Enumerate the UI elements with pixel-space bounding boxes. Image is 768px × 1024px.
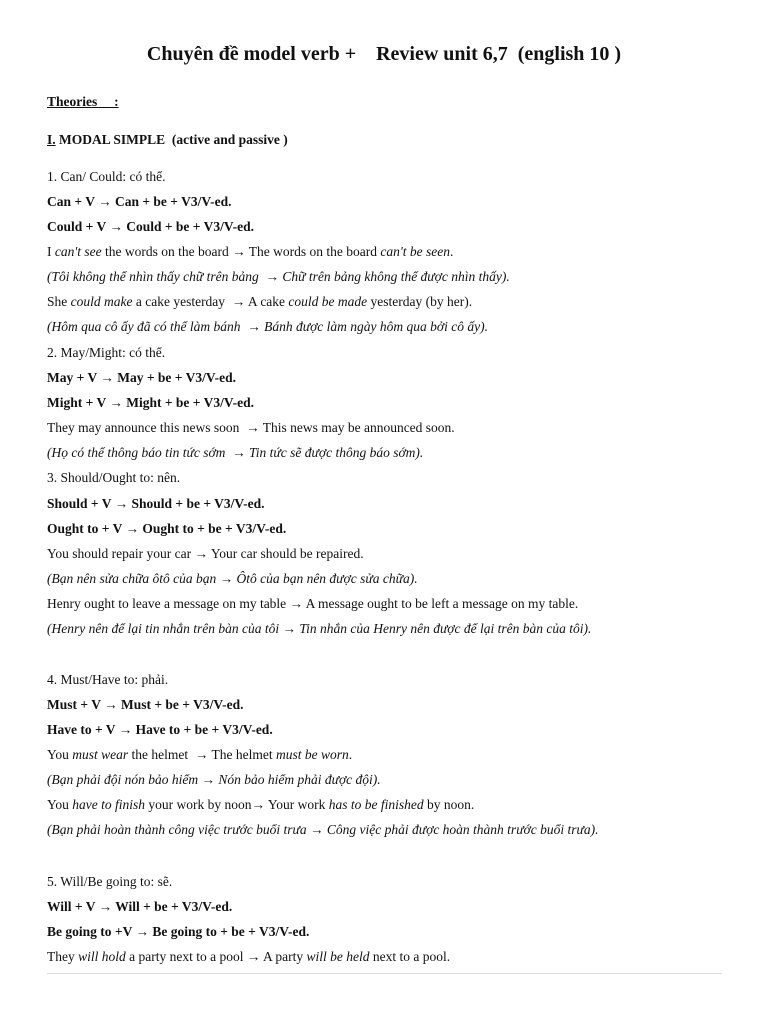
section-heading-modal-simple — [47, 133, 288, 147]
must-heading: 4. Must/Have to: phải. — [47, 672, 169, 687]
can-example — [47, 245, 453, 259]
example-verb: must be worn — [276, 747, 349, 762]
page-divider — [47, 973, 722, 974]
may-formula: May + V → May + be + V3/V-ed. — [47, 370, 236, 385]
example-text: . — [348, 747, 353, 762]
example-verb: has to be finished — [328, 797, 424, 812]
example-text: your work by noon→ Your work — [145, 797, 329, 812]
have-to-translation: (Bạn phải hoàn thành công việc trước buổi trưa → Công việc phải được hoàn thành trước buổi trưa). — [47, 822, 599, 837]
could-example — [47, 295, 472, 309]
must-example — [47, 748, 352, 762]
may-heading: 2. May/Might: có thể. — [47, 345, 166, 360]
could-translation: (Hôm qua cô ấy đã có thể làm bánh → Bánh được làm ngày hôm qua bởi cô ấy). — [47, 319, 488, 334]
have-to-example — [47, 798, 474, 812]
example-text: They — [47, 949, 79, 964]
may-translation: (Họ có thể thông báo tin tức sớm → Tin tức sẽ được thông báo sớm). — [47, 445, 424, 460]
should-example: You should repair your car → Your car should be repaired. — [47, 546, 364, 561]
example-verb: must wear — [72, 747, 129, 762]
example-verb: can't be seen — [380, 244, 450, 259]
example-text: . — [449, 244, 454, 259]
example-text: I — [47, 244, 55, 259]
must-translation: (Bạn phải đội nón bảo hiểm → Nón bảo hiểm phải được đội). — [47, 772, 381, 787]
ought-formula: Ought to + V → Ought to + be + V3/V-ed. — [47, 521, 287, 536]
be-going-to-formula: Be going to +V → Be going to + be + V3/V-ed. — [47, 924, 310, 939]
can-heading: 1. Can/ Could: có thể. — [47, 169, 166, 184]
example-verb: will hold — [78, 949, 126, 964]
must-formula: Must + V → Must + be + V3/V-ed. — [47, 697, 244, 712]
example-verb: could make — [70, 294, 133, 309]
example-text: the helmet → The helmet — [128, 747, 277, 762]
theories-heading: Theories : — [47, 94, 119, 109]
example-verb: can't see — [54, 244, 102, 259]
may-example: They may announce this news soon → This news may be announced soon. — [47, 420, 455, 435]
can-translation: (Tôi không thể nhìn thấy chữ trên bảng → Chữ trên bảng không thể được nhìn thấy). — [47, 269, 510, 284]
example-text: a party next to a pool → A party — [125, 949, 307, 964]
might-formula: Might + V → Might + be + V3/V-ed. — [47, 395, 254, 410]
example-text: by noon. — [423, 797, 475, 812]
section-label: MODAL SIMPLE (active and passive ) — [55, 132, 288, 147]
should-heading: 3. Should/Ought to: nên. — [47, 470, 181, 485]
can-formula: Can + V → Can + be + V3/V-ed. — [47, 194, 232, 209]
example-text: the words on the board → The words on the board — [101, 244, 381, 259]
section-number: I. — [47, 132, 56, 147]
should-formula: Should + V → Should + be + V3/V-ed. — [47, 496, 265, 511]
example-text: a cake yesterday → A cake — [132, 294, 289, 309]
ought-example: Henry ought to leave a message on my table → A message ought to be left a message on my table. — [47, 596, 579, 611]
should-translation: (Bạn nên sửa chữa ôtô của bạn → Ôtô của bạn nên được sửa chữa). — [47, 571, 418, 586]
example-verb: will be held — [306, 949, 370, 964]
have-to-formula: Have to + V → Have to + be + V3/V-ed. — [47, 722, 273, 737]
will-formula: Will + V → Will + be + V3/V-ed. — [47, 899, 233, 914]
example-verb: have to finish — [72, 797, 146, 812]
example-text: You — [47, 747, 73, 762]
example-text: next to a pool. — [369, 949, 451, 964]
could-formula: Could + V → Could + be + V3/V-ed. — [47, 219, 254, 234]
example-text: You — [47, 797, 73, 812]
example-text: She — [47, 294, 71, 309]
will-example — [47, 950, 450, 964]
ought-translation: (Henry nên để lại tin nhắn trên bàn của tôi → Tin nhắn của Henry nên được để lại trên bàn của tôi). — [47, 621, 592, 636]
example-verb: could be made — [288, 294, 368, 309]
document-title: Chuyên đề model verb + Review unit 6,7 (english 10 ) — [146, 43, 622, 65]
will-heading: 5. Will/Be going to: sẽ. — [47, 874, 173, 889]
example-text: yesterday (by her). — [367, 294, 473, 309]
